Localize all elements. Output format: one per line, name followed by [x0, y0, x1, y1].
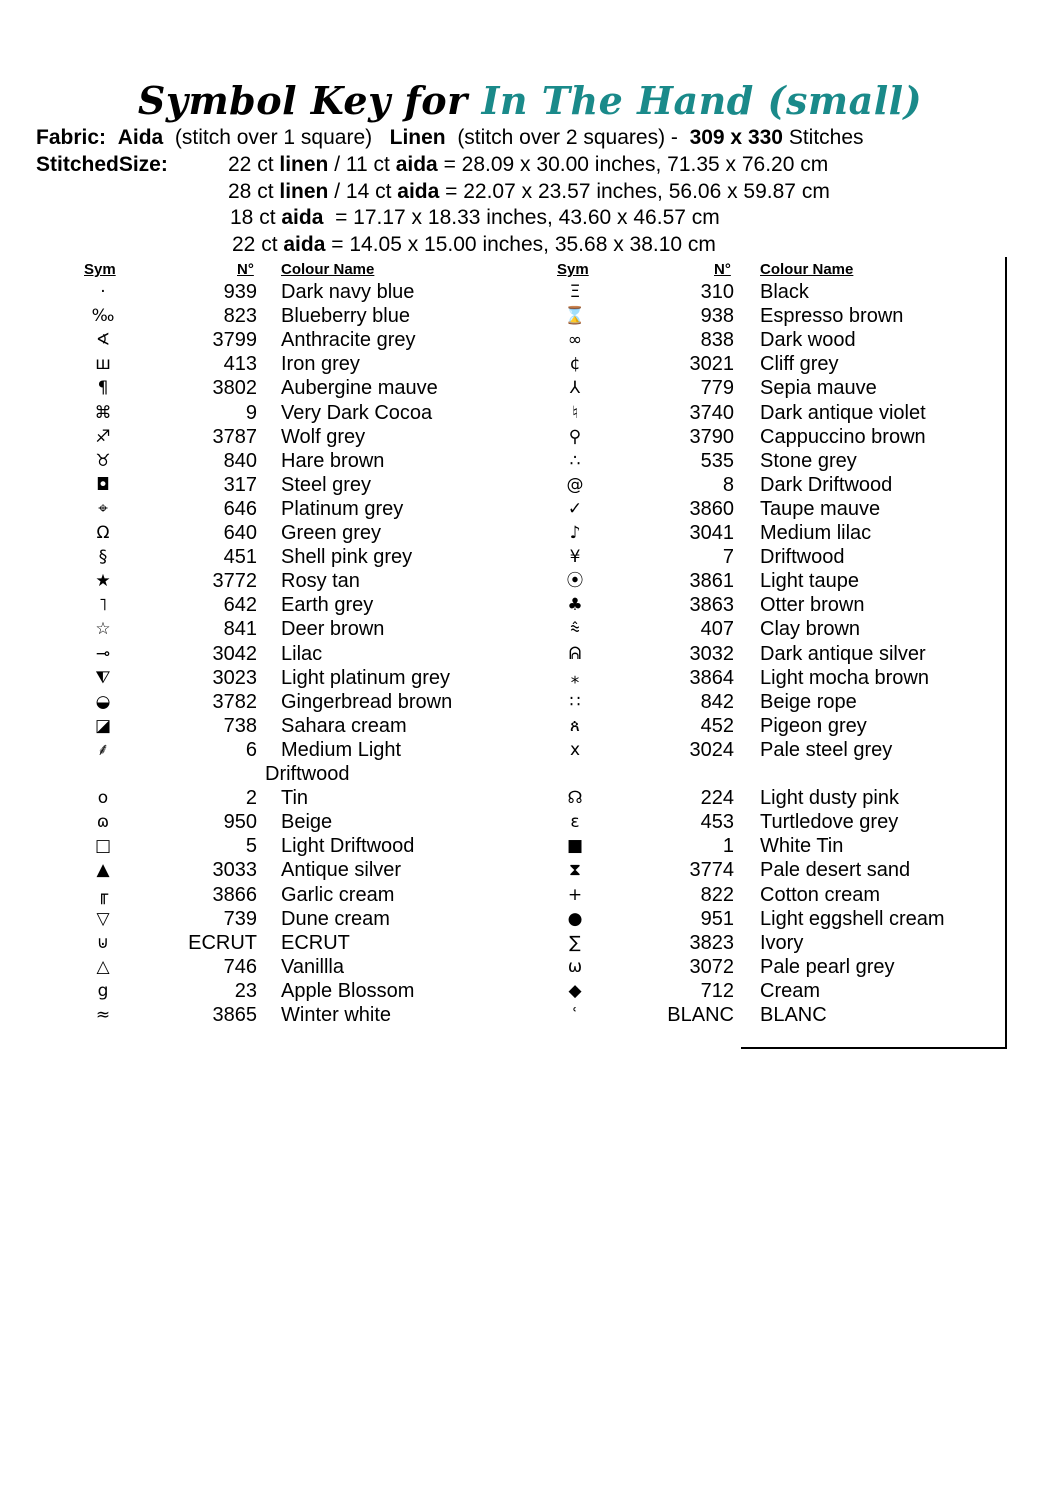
floss-number: 3860 — [689, 497, 734, 520]
size-fabric: aida — [283, 233, 326, 256]
floss-number: 9 — [245, 401, 257, 424]
floss-number: 1 — [722, 835, 734, 858]
floss-number: 451 — [223, 546, 257, 569]
floss-number: 3863 — [689, 594, 734, 617]
symbol-glyph: ☆ — [95, 619, 111, 640]
symbol-glyph: ★ — [95, 571, 111, 592]
key-row — [0, 642, 1060, 666]
symbol-glyph: Ω — [96, 523, 110, 543]
symbol-glyph: ɷ — [96, 812, 110, 833]
symbol-glyph: ጰ — [569, 715, 581, 736]
key-row — [0, 401, 1060, 425]
key-row — [0, 425, 1060, 449]
floss-number: 3864 — [689, 666, 734, 689]
key-row — [0, 449, 1060, 473]
colour-name: Medium lilac — [760, 522, 872, 544]
symbol-glyph: ⌛ — [564, 306, 586, 327]
colour-name: Otter brown — [760, 594, 865, 617]
floss-number: 7 — [722, 546, 734, 569]
colour-name: Driftwood — [760, 546, 845, 569]
floss-number: 823 — [223, 305, 257, 328]
key-row — [0, 593, 1060, 617]
colour-name: Dark Driftwood — [760, 473, 893, 496]
symbol-glyph: ╓ — [97, 884, 109, 905]
colour-name: Very Dark Cocoa — [281, 401, 433, 424]
symbol-glyph: ¢ — [569, 354, 581, 375]
symbol-glyph: ⩯ — [570, 619, 580, 640]
colour-name: Cappuccino brown — [760, 425, 926, 448]
symbol-glyph: ⸙ — [96, 739, 110, 760]
symbol-glyph: □ — [94, 836, 112, 857]
stitched-size-label: StitchedSize: — [36, 153, 168, 176]
colour-name: Iron grey — [281, 353, 360, 376]
symbol-glyph: ¶ — [97, 378, 109, 399]
size-text: = 14.05 x 15.00 inches, 35.68 x 38.10 cm — [325, 233, 716, 256]
colour-name: Light mocha brown — [760, 666, 929, 689]
floss-number: 842 — [700, 690, 734, 713]
colour-name: Green grey — [281, 522, 382, 544]
symbol-glyph: ⌖ — [98, 498, 108, 519]
stitches-count: 309 x 330 — [689, 126, 783, 149]
symbol-glyph: ● — [567, 908, 583, 929]
symbol-glyph: g — [97, 980, 109, 1001]
colour-name: Light eggshell cream — [760, 907, 945, 930]
key-row — [0, 810, 1060, 834]
floss-number: 3823 — [689, 931, 734, 954]
symbol-glyph: ⧗ — [569, 860, 581, 881]
page-title — [0, 78, 1060, 123]
header-num-right: N° — [714, 261, 731, 278]
size-line-3 — [230, 206, 720, 230]
colour-name: Deer brown — [281, 618, 385, 641]
symbol-glyph: ∞ — [567, 330, 583, 351]
colour-name: BLANC — [760, 1004, 827, 1026]
colour-name: Cream — [760, 979, 821, 1002]
colour-name: Medium Light — [281, 738, 402, 761]
header-name-right: Colour Name — [760, 261, 854, 278]
fabric-linen: Linen — [389, 126, 446, 149]
colour-name: Vanillla — [281, 955, 344, 978]
colour-name: Hare brown — [281, 449, 385, 472]
key-row — [0, 304, 1060, 328]
colour-name: Antique silver — [281, 859, 402, 882]
colour-name: Stone grey — [760, 449, 857, 472]
size-text: = 22.07 x 23.57 inches, 56.06 x 59.87 cm — [439, 180, 830, 203]
colour-name: Garlic cream — [281, 883, 395, 906]
floss-number: 453 — [700, 811, 734, 834]
key-row — [0, 907, 1060, 931]
size-fabric: aida — [281, 206, 324, 229]
floss-number: 535 — [700, 449, 734, 472]
symbol-glyph: · — [100, 282, 106, 302]
colour-name: Ivory — [760, 931, 804, 954]
colour-name: Dark navy blue — [281, 281, 415, 303]
floss-number: 939 — [223, 281, 257, 303]
colour-name: Pale steel grey — [760, 738, 893, 761]
symbol-glyph: ♪ — [569, 523, 581, 543]
colour-name: Gingerbread brown — [281, 690, 453, 713]
symbol-glyph: ʿ — [572, 1005, 578, 1025]
symbol-glyph: ‰ — [91, 306, 115, 327]
floss-number: 3021 — [689, 353, 734, 376]
symbol-glyph: ▲ — [96, 860, 110, 881]
floss-number: 3802 — [212, 377, 257, 400]
floss-number: 413 — [223, 353, 257, 376]
symbol-glyph: ε — [570, 812, 580, 833]
key-row — [0, 376, 1060, 400]
floss-number: 739 — [223, 907, 257, 930]
symbol-glyph: Ξ — [569, 282, 581, 302]
right-border — [1005, 257, 1007, 1049]
symbol-glyph: ⦿ — [566, 571, 584, 592]
symbol-glyph: ♐ — [95, 426, 111, 447]
floss-number: 951 — [700, 907, 734, 930]
floss-number: 317 — [223, 473, 257, 496]
floss-number: 3790 — [689, 425, 734, 448]
key-row — [0, 280, 1060, 304]
colour-name: Pale desert sand — [760, 859, 911, 882]
size-fabric: aida — [397, 180, 440, 203]
colour-name: ECRUT — [281, 931, 350, 954]
key-row — [0, 762, 1060, 786]
symbol-glyph: ш — [95, 354, 111, 375]
colour-name: Cliff grey — [760, 353, 839, 376]
floss-number: 2 — [245, 787, 257, 810]
symbol-glyph: ⅄ — [569, 378, 581, 399]
key-row — [0, 352, 1060, 376]
symbol-glyph: ▽ — [96, 908, 110, 929]
symbol-glyph: ∑ — [569, 932, 581, 953]
colour-name: Anthracite grey — [281, 329, 416, 352]
key-row — [0, 328, 1060, 352]
floss-number: 3865 — [212, 1004, 257, 1026]
fabric-line — [36, 126, 864, 150]
symbol-glyph: @ — [566, 474, 584, 495]
colour-name: Cotton cream — [760, 883, 881, 906]
fabric-aida-note: (stitch over 1 square) — [174, 126, 373, 149]
floss-number: ECRUT — [188, 931, 257, 954]
colour-name: Light dusty pink — [760, 787, 899, 810]
colour-name: Apple Blossom — [281, 979, 415, 1002]
key-row — [0, 497, 1060, 521]
colour-name: Sahara cream — [281, 714, 407, 737]
floss-number: 3799 — [212, 329, 257, 352]
colour-name: Earth grey — [281, 594, 374, 617]
colour-name: Espresso brown — [760, 305, 904, 328]
floss-number: 640 — [223, 522, 257, 544]
key-row — [0, 569, 1060, 593]
key-row — [0, 858, 1060, 882]
floss-number: 646 — [223, 497, 257, 520]
floss-number: 5 — [245, 835, 257, 858]
floss-number: 822 — [700, 883, 734, 906]
key-row — [0, 786, 1060, 810]
floss-number: 3042 — [212, 642, 257, 665]
symbol-glyph: ⌘ — [94, 402, 112, 423]
floss-number: 840 — [223, 449, 257, 472]
floss-number: 23 — [234, 979, 257, 1002]
floss-number: 3041 — [689, 522, 734, 544]
colour-name: Beige — [281, 811, 333, 834]
colour-name: Steel grey — [281, 473, 372, 496]
size-line-4 — [232, 233, 716, 257]
key-row — [0, 473, 1060, 497]
colour-name: Light taupe — [760, 570, 859, 593]
symbol-glyph: ◆ — [568, 980, 582, 1001]
floss-number: 3787 — [212, 425, 257, 448]
colour-name: White Tin — [760, 835, 844, 858]
key-row — [0, 521, 1060, 545]
key-row — [0, 738, 1060, 762]
size-fabric: linen — [279, 153, 329, 176]
key-row — [0, 931, 1060, 955]
size-fabric: aida — [395, 153, 438, 176]
key-row — [0, 1003, 1060, 1027]
symbol-glyph: △ — [96, 956, 110, 977]
size-text: 28 ct — [228, 180, 280, 203]
symbol-glyph: ¥ — [569, 547, 581, 568]
colour-name: Winter white — [281, 1004, 392, 1026]
floss-number: 3072 — [689, 955, 734, 978]
colour-name: Wolf grey — [281, 425, 366, 448]
floss-number: 3782 — [212, 690, 257, 713]
floss-number: 642 — [223, 594, 257, 617]
fabric-label: Fabric: — [36, 126, 107, 149]
colour-name: Beige rope — [760, 690, 857, 713]
colour-name: Rosy tan — [281, 570, 360, 593]
symbol-glyph: ■ — [566, 836, 584, 857]
floss-number: 841 — [223, 618, 257, 641]
symbol-glyph: § — [98, 547, 108, 568]
floss-number: 407 — [700, 618, 734, 641]
floss-number: 3023 — [212, 666, 257, 689]
colour-name: Platinum grey — [281, 497, 404, 520]
key-row — [0, 690, 1060, 714]
header-sym-left: Sym — [84, 261, 116, 278]
floss-number: 3774 — [689, 859, 734, 882]
floss-number: 8 — [722, 473, 734, 496]
symbol-glyph: ∴ — [569, 450, 581, 471]
floss-number: 3032 — [689, 642, 734, 665]
floss-number: 950 — [223, 811, 257, 834]
floss-number: 452 — [700, 714, 734, 737]
key-row — [0, 955, 1060, 979]
header-name-left: Colour Name — [281, 261, 375, 278]
floss-number: 3024 — [689, 738, 734, 761]
fabric-linen-note: (stitch over 2 squares) - — [457, 126, 678, 149]
colour-name: Pale pearl grey — [760, 955, 895, 978]
colour-name: Pigeon grey — [760, 714, 867, 737]
colour-name: Light platinum grey — [281, 666, 450, 689]
colour-name: Black — [760, 281, 809, 303]
colour-name: Sepia mauve — [760, 377, 877, 400]
colour-name: Dark wood — [760, 329, 856, 352]
symbol-glyph: ≈ — [95, 1005, 111, 1025]
title-lead: Symbol Key for — [137, 78, 468, 123]
floss-number: 3861 — [689, 570, 734, 593]
floss-number: 3866 — [212, 883, 257, 906]
key-row — [0, 666, 1060, 690]
symbol-glyph: ω — [567, 956, 583, 977]
symbol-glyph: ⧨ — [95, 667, 111, 688]
symbol-glyph: ⚲ — [568, 426, 582, 447]
size-fabric: linen — [279, 180, 329, 203]
symbol-glyph: o — [97, 788, 109, 809]
symbol-glyph: ∢ — [95, 330, 111, 351]
colour-name: Taupe mauve — [760, 497, 881, 520]
size-text: 22 ct — [228, 153, 280, 176]
symbol-glyph: ♮ — [571, 402, 579, 423]
size-text: / 11 ct — [328, 153, 396, 176]
symbol-glyph: x — [569, 739, 581, 760]
bottom-border — [741, 1047, 1007, 1049]
key-row — [0, 979, 1060, 1003]
symbol-glyph: ∷ — [569, 691, 581, 712]
colour-name: Dark antique violet — [760, 401, 926, 424]
symbol-glyph: ⁎ — [570, 667, 580, 688]
floss-number: 3033 — [212, 859, 257, 882]
floss-number: 310 — [700, 281, 734, 303]
floss-number: 6 — [245, 738, 257, 761]
key-row — [0, 883, 1060, 907]
floss-number: 838 — [700, 329, 734, 352]
size-text: = 17.17 x 18.33 inches, 43.60 x 46.57 cm — [323, 206, 720, 229]
symbol-glyph: ᕱ — [568, 643, 582, 664]
colour-name: Tin — [281, 787, 309, 810]
colour-name-continued: Driftwood — [265, 763, 350, 785]
symbol-glyph: ˥ — [98, 595, 108, 616]
floss-number: 712 — [700, 979, 734, 1002]
floss-number: 3772 — [212, 570, 257, 593]
symbol-glyph: ⊸ — [95, 643, 111, 664]
header-sym-right: Sym — [557, 261, 589, 278]
size-text: 18 ct — [230, 206, 282, 229]
floss-number: 224 — [700, 787, 734, 810]
fabric-aida: Aida — [117, 126, 164, 149]
floss-number: 3740 — [689, 401, 734, 424]
key-row — [0, 545, 1060, 569]
colour-name: Blueberry blue — [281, 305, 410, 328]
symbol-glyph: ◪ — [94, 715, 112, 736]
floss-number: 779 — [700, 377, 734, 400]
size-line-2 — [228, 180, 830, 204]
symbol-glyph: ⊍ — [96, 932, 110, 953]
floss-number: 738 — [223, 714, 257, 737]
stitches-word: Stitches — [788, 126, 864, 149]
colour-name: Aubergine mauve — [281, 377, 438, 400]
floss-number: 938 — [700, 305, 734, 328]
pattern-name: In The Hand (small) — [481, 78, 923, 123]
colour-name: Light Driftwood — [281, 835, 415, 858]
size-line-1 — [228, 153, 828, 177]
colour-name: Clay brown — [760, 618, 861, 641]
symbol-glyph: ◒ — [95, 691, 111, 712]
symbol-glyph: ◘ — [96, 474, 110, 495]
floss-number: BLANC — [667, 1004, 734, 1026]
colour-name: Lilac — [281, 642, 323, 665]
symbol-glyph: ✓ — [567, 498, 583, 519]
header-num-left: N° — [237, 261, 254, 278]
symbol-glyph: ♣ — [567, 595, 583, 616]
key-row — [0, 714, 1060, 738]
size-text: / 14 ct — [328, 180, 398, 203]
size-text: 22 ct — [232, 233, 284, 256]
symbol-glyph: + — [567, 884, 583, 905]
size-text: = 28.09 x 30.00 inches, 71.35 x 76.20 cm — [437, 153, 829, 176]
key-row — [0, 617, 1060, 641]
key-row — [0, 834, 1060, 858]
colour-name: Dune cream — [281, 907, 390, 930]
colour-name: Turtledove grey — [760, 811, 899, 834]
floss-number: 746 — [223, 955, 257, 978]
symbol-glyph: ♉ — [95, 450, 111, 471]
symbol-glyph: ☊ — [567, 788, 583, 809]
colour-name: Dark antique silver — [760, 642, 926, 665]
colour-name: Shell pink grey — [281, 546, 413, 569]
